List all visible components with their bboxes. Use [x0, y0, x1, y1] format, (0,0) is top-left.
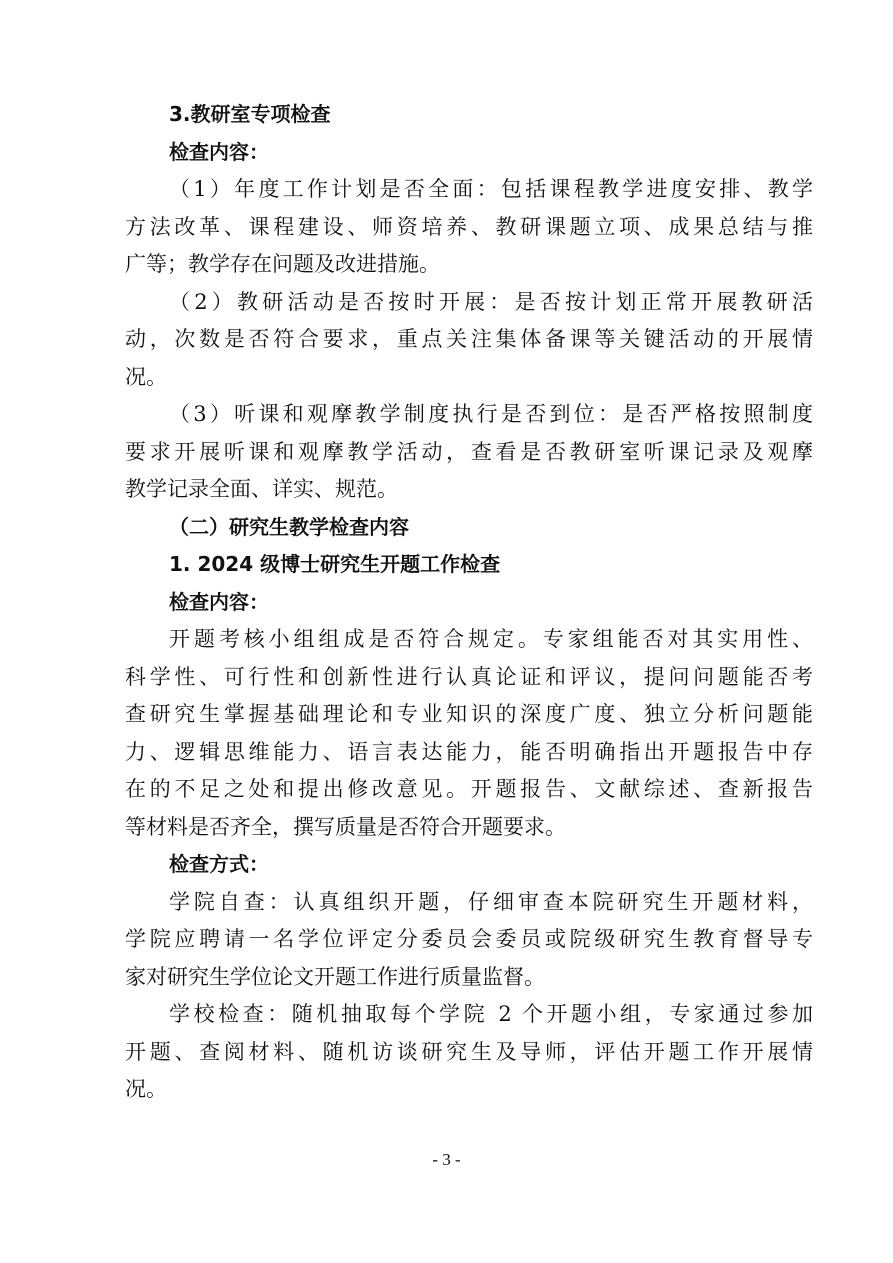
- paragraph-line: 动，次数是否符合要求，重点关注集体备课等关键活动的开展情: [125, 327, 813, 351]
- paragraph-line: 等材料是否齐全，撰写质量是否符合开题要求。: [125, 814, 566, 839]
- paragraph-line: 况。: [125, 1077, 167, 1101]
- paragraph-line: 方法改革、课程建设、师资培养、教研课题立项、成果总结与推: [125, 214, 813, 239]
- paragraph-line: 开题考核小组组成是否符合规定。专家组能否对其实用性、: [169, 627, 813, 651]
- paragraph-line: 力、逻辑思维能力、语言表达能力，能否明确指出开题报告中存: [125, 739, 813, 764]
- section-heading-graduate: （二）研究生教学检查内容: [169, 514, 409, 539]
- page-number: - 3 -: [432, 1150, 461, 1169]
- paragraph-line: 家对研究生学位论文开题工作进行质量监督。: [125, 964, 545, 989]
- section-heading-doctoral-proposal: 1. 2024 级博士研究生开题工作检查: [169, 552, 501, 576]
- paragraph-line: 科学性、可行性和创新性进行认真论证和评议，提问问题能否考: [125, 664, 813, 689]
- paragraph-line: 查研究生掌握基础理论和专业知识的深度广度、独立分析问题能: [125, 702, 813, 726]
- paragraph-line: 开题、查阅材料、随机访谈研究生及导师，评估开题工作开展情: [125, 1039, 813, 1064]
- paragraph-line: （3）听课和观摩教学制度执行是否到位：是否严格按照制度: [169, 402, 813, 426]
- paragraph-line: 况。: [125, 364, 167, 389]
- document-body: [125, 96, 813, 1109]
- paragraph-line: 学院自查：认真组织开题，仔细审查本院研究生开题材料，: [169, 889, 813, 914]
- subheading-check-content: 检查内容：: [169, 139, 269, 164]
- paragraph-line: 广等；教学存在问题及改进措施。: [125, 252, 440, 276]
- paragraph-line: （2）教研活动是否按时开展：是否按计划正常开展教研活: [169, 289, 813, 314]
- paragraph-line: （1）年度工作计划是否全面：包括课程教学进度安排、教学: [169, 177, 813, 201]
- paragraph-line: 教学记录全面、详实、规范。: [125, 477, 398, 501]
- subheading-check-method: 检查方式：: [169, 852, 269, 876]
- section-heading-teaching-office: 3.教研室专项检查: [169, 102, 331, 126]
- subheading-check-content: 检查内容：: [169, 589, 269, 614]
- paragraph-line: 学校检查：随机抽取每个学院 2 个开题小组，专家通过参加: [169, 1002, 813, 1026]
- paragraph-line: 学院应聘请一名学位评定分委员会委员或院级研究生教育督导专: [125, 927, 813, 951]
- paragraph-line: 要求开展听课和观摩教学活动，查看是否教研室听课记录及观摩: [125, 439, 813, 464]
- paragraph-line: 在的不足之处和提出修改意见。开题报告、文献综述、查新报告: [125, 777, 813, 801]
